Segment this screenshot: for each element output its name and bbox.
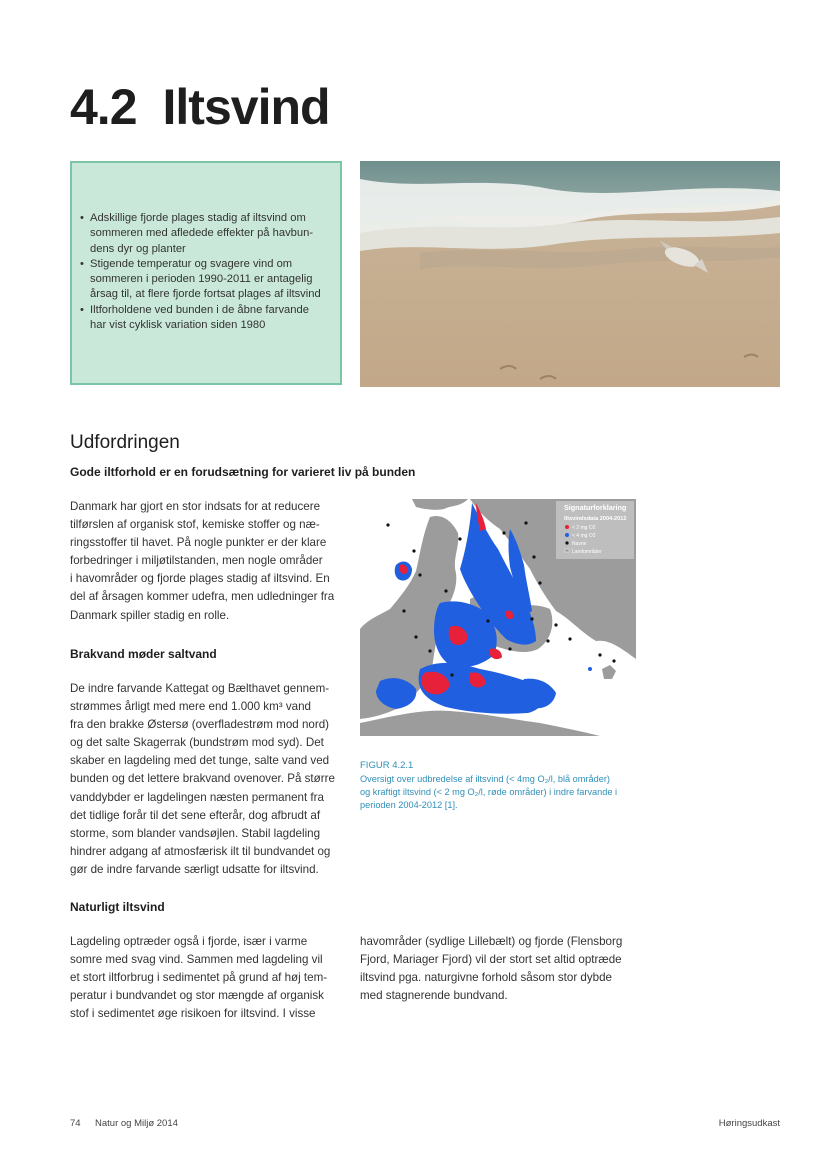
- legend-title: Signaturforklaring: [564, 503, 627, 512]
- subheading-brakvand: Brakvand møder saltvand: [70, 647, 217, 661]
- legend-item-moderate: < 4 mg O2: [572, 533, 596, 539]
- legend-item-land: Landområder: [572, 549, 602, 555]
- subheading-naturligt: Naturligt iltsvind: [70, 900, 165, 914]
- chapter-number: 4.2: [70, 79, 137, 135]
- legend-swatch-moderate: [565, 533, 569, 537]
- legend-subtitle: Iltsvindsdata 2004-2012: [564, 516, 627, 522]
- legend-item-severe: < 2 mg O2: [572, 525, 596, 531]
- footer-publication: Natur og Miljø 2014: [95, 1118, 178, 1129]
- paragraph-intro: Danmark har gjort en stor indsats for at reducere tilførslen af organisk stof, kemiske stoffer og næ- ringsstoffer til havet. På nogle punkter er der klare forbedringer i miljøtilstanden, men nogle områder i havområder og fjorde plages stadig af iltsvind. En del af årsagen kommer udefra, men udledninger fra Danmark spiller stadig en rolle.: [70, 500, 335, 622]
- summary-bullet: • Adskillige fjorde plages stadig af iltsvind om sommeren med afledede effekter på havbun- dens dyr og planter: [79, 211, 341, 257]
- figure-caption: Oversigt over udbredelse af iltsvind (< 4mg O₂/l, blå områder) og kraftigt iltsvind (< 2 mg O₂/l, røde områder) i indre farvande i perioden 2004-2012 [1].: [360, 774, 618, 810]
- paragraph-brakvand: De indre farvande Kattegat og Bælthavet gennem- strømmes årligt med mere end 1.000 km³ vand fra den brakke Østersø (overfladestrøm mod nord) og det salte Skagerrak (bundstrøm mod syd). Det skaber en lagdeling med det tunge, salte vand ved bunden og det lettere brakvand ovenover. På større vanddybder er lagdelingen næsten permanent fra det tidlige forår til det sene efterår, dog afbrudt af storme, som blander vandsøjlen. Stabil lagdeling hindrer adgang af atmosfærisk ilt til bundvandet og gør de indre farvande særligt udsatte for iltsvind.: [70, 682, 335, 876]
- page-title: [70, 78, 330, 136]
- legend-swatch-land: [565, 549, 569, 552]
- summary-list: [79, 211, 341, 333]
- beach-photo: [360, 161, 780, 387]
- paragraph-naturligt-continued: havområder (sydlige Lillebælt) og fjorde (Flensborg Fjord, Mariager Fjord) vil der stort set altid optræde iltsvind pga. naturgivne forhold såsom stor dybde med stagnerende bundvand.: [360, 935, 623, 1003]
- summary-bullet: • Iltforholdene ved bunden i de åbne farvande har vist cyklisk variation siden 1980: [79, 303, 341, 334]
- summary-box: [70, 161, 342, 385]
- footer-page-number: 74: [70, 1118, 81, 1129]
- legend-swatch-severe: [565, 525, 569, 529]
- map-legend: [556, 501, 634, 559]
- oxygen-depletion-map: [360, 499, 636, 736]
- legend-swatch-names: [565, 541, 568, 544]
- legend-item-names: Navne: [572, 541, 587, 547]
- chapter-title: Iltsvind: [162, 79, 330, 135]
- summary-bullet: • Stigende temperatur og svagere vind om sommeren i perioden 1990-2011 er antagelig årsag til, at flere fjorde fortsat plages af iltsvind: [79, 257, 341, 303]
- section-heading: Udfordringen: [70, 432, 180, 453]
- paragraph-naturligt: Lagdeling optræder også i fjorde, især i varme somre med svag vind. Sammen med lagdeling vil et stort iltforbrug i sedimentet på grund af høj tem- peratur i bundvandet og stor mængde af organisk stof i sedimentet øge risikoen for iltsvind. I visse: [70, 935, 328, 1021]
- section-lead: Gode iltforhold er en forudsætning for varieret liv på bunden: [70, 465, 416, 479]
- footer-status: Høringsudkast: [718, 1118, 780, 1129]
- figure-label: FIGUR 4.2.1: [360, 760, 414, 771]
